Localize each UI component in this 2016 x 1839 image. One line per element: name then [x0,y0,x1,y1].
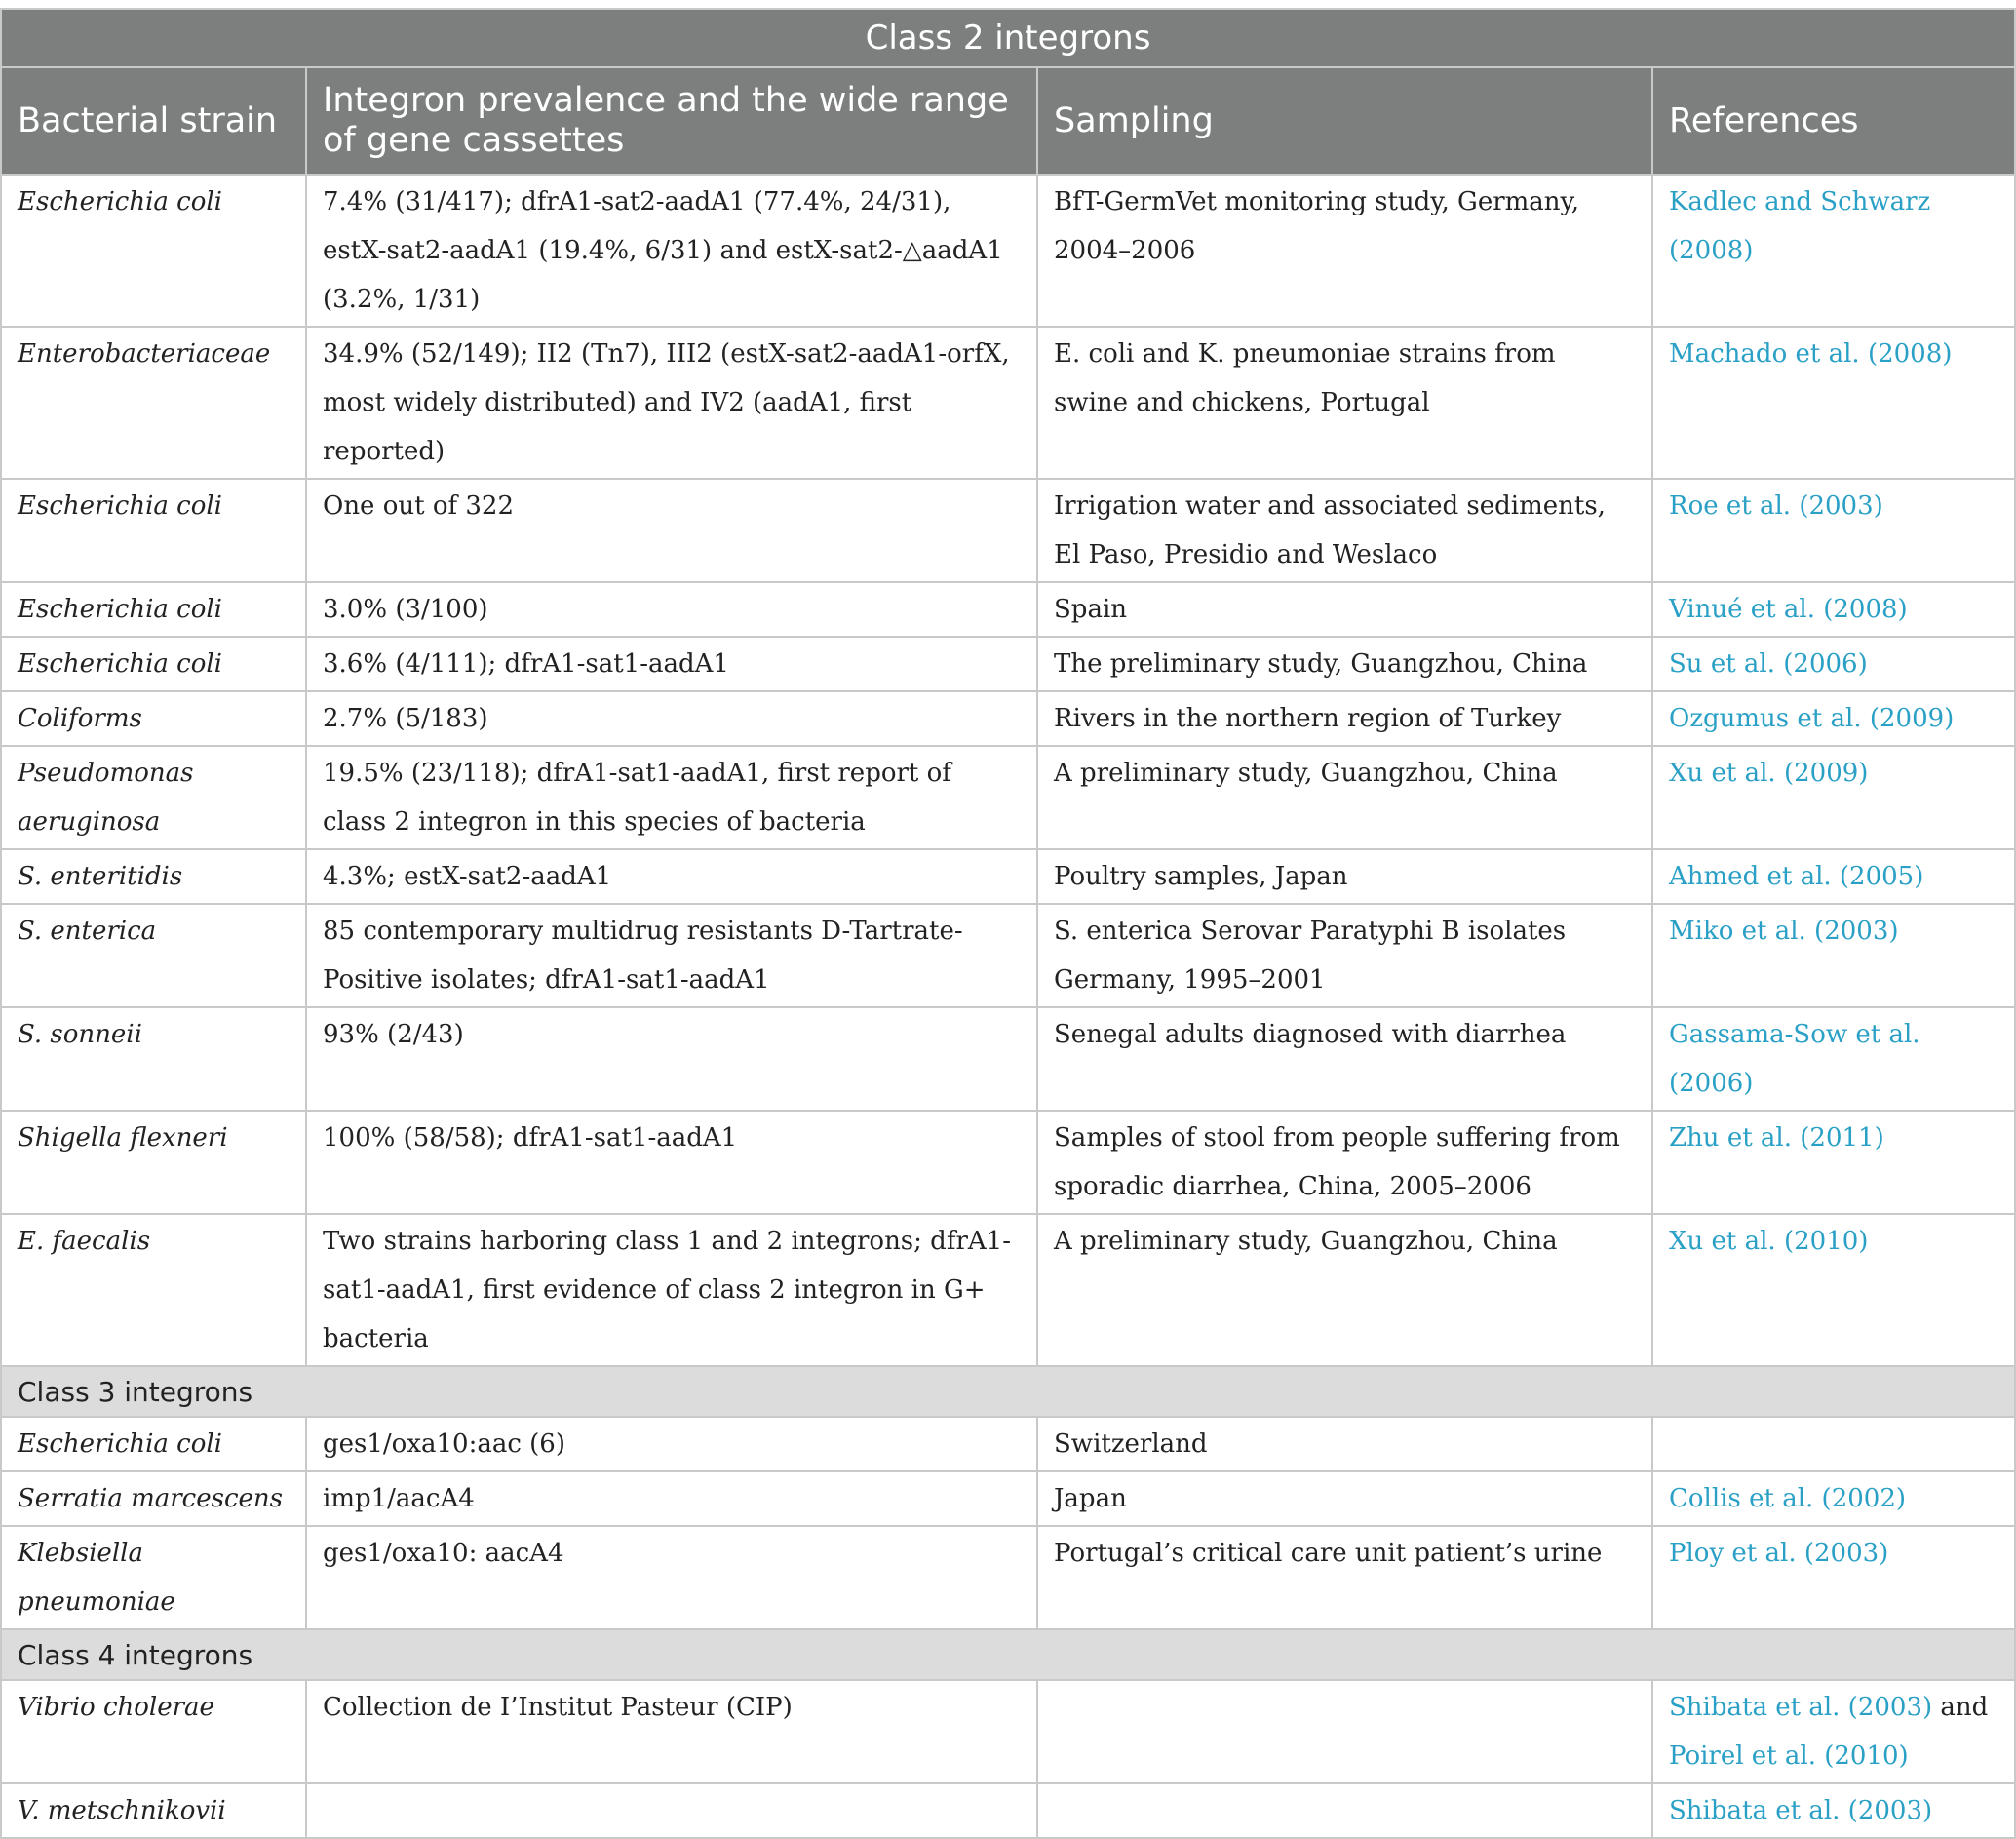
reference-link[interactable]: Gassama-Sow et al. (2006) [1652,1007,2015,1111]
strain-cell: Shigella flexneri [1,1111,306,1214]
table-row [1,1111,2015,1214]
sampling-cell: Switzerland [1037,1417,1652,1471]
strain-cell: E. faecalis [1,1214,306,1366]
reference-link[interactable]: Ozgumus et al. (2009) [1652,691,2015,746]
reference-link[interactable]: Shibata et al. (2003) [1652,1783,2015,1838]
reference-cell [1652,1680,2015,1783]
sampling-cell: Irrigation water and associated sediments, El Paso, Presidio and Weslaco [1037,479,1652,582]
sampling-cell: E. coli and K. pneumoniae strains from swine and chickens, Portugal [1037,327,1652,479]
sampling-cell: The preliminary study, Guangzhou, China [1037,637,1652,691]
header-row [1,67,2015,175]
sampling-cell [1037,1680,1652,1783]
strain-cell: S. sonneii [1,1007,306,1111]
sampling-cell: A preliminary study, Guangzhou, China [1037,746,1652,849]
sampling-cell: Portugal’s critical care unit patient’s urine [1037,1526,1652,1629]
sampling-cell: A preliminary study, Guangzhou, China [1037,1214,1652,1366]
integron-table [0,8,2016,1839]
reference-link[interactable]: Zhu et al. (2011) [1652,1111,2015,1214]
prevalence-cell: 93% (2/43) [306,1007,1037,1111]
prevalence-cell: 7.4% (31/417); dfrA1-sat2-aadA1 (77.4%, 24/31), estX-sat2-aadA1 (19.4%, 6/31) and estX-sat2-△aadA1 (3.2%, 1/31) [306,175,1037,327]
strain-cell: Escherichia coli [1,582,306,637]
table-row [1,849,2015,904]
reference-text: and [1932,1693,1989,1722]
table-row [1,1680,2015,1783]
strain-cell: Escherichia coli [1,175,306,327]
strain-cell: Escherichia coli [1,1417,306,1471]
strain-cell: V. metschnikovii [1,1783,306,1838]
prevalence-cell: imp1/aacA4 [306,1471,1037,1526]
sampling-cell [1037,1783,1652,1838]
reference-link[interactable]: Ahmed et al. (2005) [1652,849,2015,904]
strain-cell: Serratia marcescens [1,1471,306,1526]
reference-link[interactable]: Shibata et al. (2003) [1669,1693,1933,1722]
sampling-cell: Senegal adults diagnosed with diarrhea [1037,1007,1652,1111]
reference-link[interactable]: Xu et al. (2010) [1652,1214,2015,1366]
reference-link[interactable]: Vinué et al. (2008) [1652,582,2015,637]
reference-link[interactable]: Roe et al. (2003) [1652,479,2015,582]
table-row [1,327,2015,479]
table-row [1,1214,2015,1366]
col-header-sampling: Sampling [1037,67,1652,175]
reference-link [1652,1417,2015,1471]
section-heading: Class 3 integrons [1,1366,2015,1417]
reference-link[interactable]: Collis et al. (2002) [1652,1471,2015,1526]
sampling-cell: S. enterica Serovar Paratyphi B isolates Germany, 1995–2001 [1037,904,1652,1007]
sampling-cell: Japan [1037,1471,1652,1526]
table-row [1,637,2015,691]
strain-cell: Enterobacteriaceae [1,327,306,479]
prevalence-cell: 100% (58/58); dfrA1-sat1-aadA1 [306,1111,1037,1214]
table-row [1,746,2015,849]
table-row [1,904,2015,1007]
sampling-cell: Rivers in the northern region of Turkey [1037,691,1652,746]
table-row [1,1783,2015,1838]
reference-link[interactable]: Kadlec and Schwarz (2008) [1652,175,2015,327]
table-row [1,582,2015,637]
prevalence-cell: 85 contemporary multidrug resistants D-Tartrate-Positive isolates; dfrA1-sat1-aadA1 [306,904,1037,1007]
table-row [1,691,2015,746]
table-row [1,479,2015,582]
section-heading-row [1,1629,2015,1680]
table-row [1,1471,2015,1526]
reference-link[interactable]: Su et al. (2006) [1652,637,2015,691]
prevalence-cell: Collection de I’Institut Pasteur (CIP) [306,1680,1037,1783]
sampling-cell: Samples of stool from people suffering from sporadic diarrhea, China, 2005–2006 [1037,1111,1652,1214]
sampling-cell: BfT-GermVet monitoring study, Germany, 2004–2006 [1037,175,1652,327]
table-row [1,1007,2015,1111]
strain-cell: Coliforms [1,691,306,746]
reference-link[interactable]: Ploy et al. (2003) [1652,1526,2015,1629]
strain-cell: Pseudomonas aeruginosa [1,746,306,849]
section-heading-row [1,1366,2015,1417]
table-title: Class 2 integrons [1,9,2015,67]
prevalence-cell: ges1/oxa10:aac (6) [306,1417,1037,1471]
strain-cell: Escherichia coli [1,637,306,691]
strain-cell: S. enteritidis [1,849,306,904]
strain-cell: Klebsiella pneumoniae [1,1526,306,1629]
table-row [1,1417,2015,1471]
reference-link[interactable]: Miko et al. (2003) [1652,904,2015,1007]
sampling-cell: Spain [1037,582,1652,637]
strain-cell: S. enterica [1,904,306,1007]
prevalence-cell [306,1783,1037,1838]
reference-link[interactable]: Machado et al. (2008) [1652,327,2015,479]
prevalence-cell: 3.0% (3/100) [306,582,1037,637]
prevalence-cell: One out of 322 [306,479,1037,582]
prevalence-cell: 2.7% (5/183) [306,691,1037,746]
sampling-cell: Poultry samples, Japan [1037,849,1652,904]
col-header-strain: Bacterial strain [1,67,306,175]
table-row [1,175,2015,327]
table-row [1,1526,2015,1629]
reference-link[interactable]: Xu et al. (2009) [1652,746,2015,849]
prevalence-cell: 4.3%; estX-sat2-aadA1 [306,849,1037,904]
strain-cell: Vibrio cholerae [1,1680,306,1783]
reference-link[interactable]: Poirel et al. (2010) [1669,1741,1909,1771]
prevalence-cell: 34.9% (52/149); II2 (Tn7), III2 (estX-sat2-aadA1-orfX, most widely distributed) and IV2 (aadA1, first reported) [306,327,1037,479]
section-heading: Class 4 integrons [1,1629,2015,1680]
strain-cell: Escherichia coli [1,479,306,582]
prevalence-cell: 3.6% (4/111); dfrA1-sat1-aadA1 [306,637,1037,691]
prevalence-cell: ges1/oxa10: aacA4 [306,1526,1037,1629]
prevalence-cell: 19.5% (23/118); dfrA1-sat1-aadA1, first report of class 2 integron in this species of bacteria [306,746,1037,849]
prevalence-cell: Two strains harboring class 1 and 2 integrons; dfrA1-sat1-aadA1, first evidence of class 2 integron in G+ bacteria [306,1214,1037,1366]
col-header-references: References [1652,67,2015,175]
col-header-prevalence: Integron prevalence and the wide range of gene cassettes [306,67,1037,175]
